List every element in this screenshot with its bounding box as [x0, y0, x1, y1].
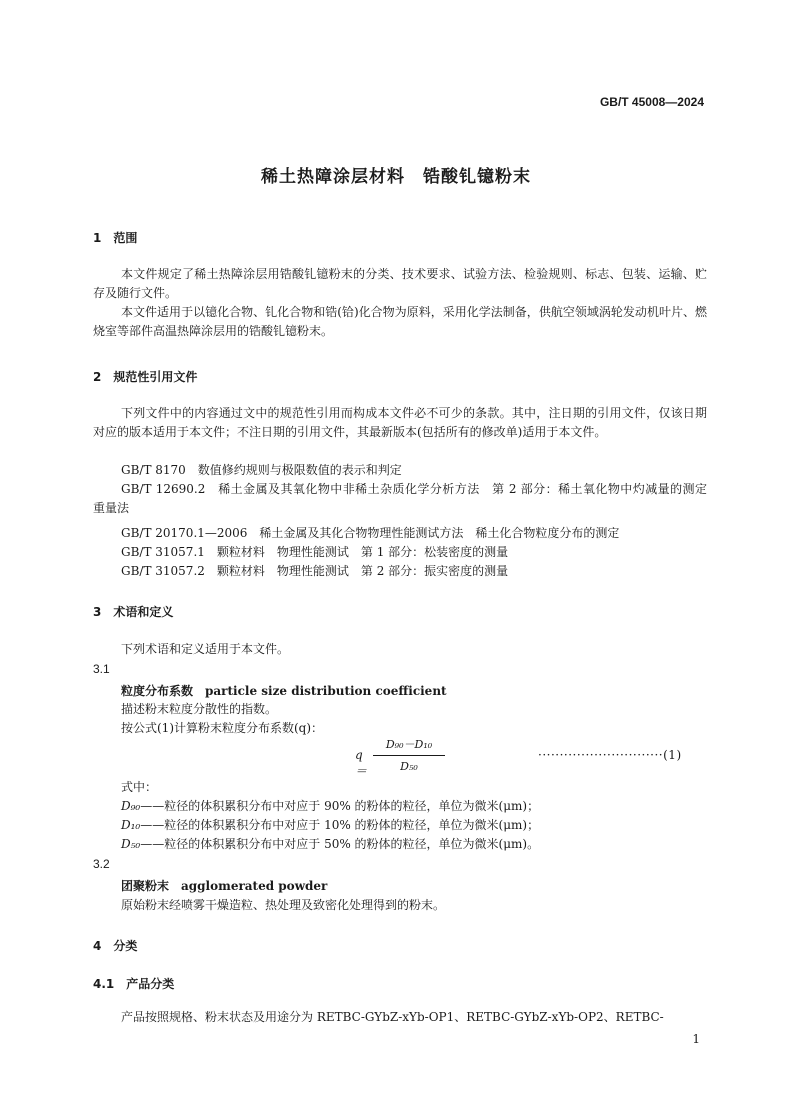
term-number: 3.1 [93, 662, 110, 676]
term-number: 3.2 [93, 857, 110, 871]
formula-numerator: D₉₀－D₁₀ [385, 738, 433, 751]
equation-number: (1) [663, 748, 682, 762]
variable-definition [121, 835, 539, 852]
variable-definition [121, 797, 539, 814]
section-2-heading: 2 规范性引用文件 [93, 370, 198, 384]
formula-lhs: q＝ [355, 748, 368, 778]
section-1-heading: 1 范围 [93, 231, 138, 245]
formula-intro: 按公式(1)计算粉末粒度分布系数(q)： [121, 721, 324, 735]
where-label: 式中： [121, 780, 158, 794]
norm-ref-item: GB/T 31057.2 颗粒材料 物理性能测试 第 2 部分：振实密度的测量 [121, 564, 509, 578]
variable-definition [121, 816, 539, 833]
norm-refs-intro: 下列文件中的内容通过文中的规范性引用而构成本文件必不可少的条款。其中，注日期的引用文件，仅该日期对应的版本适用于本文件；不注日期的引用文件，其最新版本(包括所有的修改单)适用于本文件。 [93, 406, 707, 439]
subsection-4-1-heading: 4.1 产品分类 [93, 977, 175, 991]
norm-ref-item: GB/T 12690.2 稀土金属及其氧化物中非稀土杂质化学分析方法 第 2 部分：稀土氧化物中灼减量的测定 重量法 [93, 482, 720, 515]
standard-number: GB/T 45008—2024 [599, 95, 704, 109]
page-number: 1 [692, 1032, 700, 1046]
term-description: 原始粉末经喷雾干燥造粒、热处理及致密化处理得到的粉末。 [121, 898, 446, 912]
scope-paragraph-1: 本文件规定了稀土热障涂层用锆酸钆镱粉末的分类、技术要求、试验方法、检验规则、标志、包装、运输、贮存及随行文件。 [93, 267, 707, 300]
variable-symbol: D₁₀ [121, 818, 141, 832]
leader-dots: ····························· [538, 748, 664, 762]
classification-paragraph: 产品按照规格、粉末状态及用途分为 RETBC-GYbZ-xYb-OP1、RETBC-GYbZ-xYb-OP2、RETBC- [121, 1010, 664, 1024]
formula-denominator: D₅₀ [400, 760, 418, 773]
term-description: 描述粉末粒度分散性的指数。 [121, 702, 278, 716]
variable-symbol: D₉₀ [121, 799, 141, 813]
norm-ref-item: GB/T 20170.1—2006 稀土金属及其化合物物理性能测试方法 稀土化合物粒度分布的测定 [121, 526, 620, 540]
fraction-bar [373, 755, 445, 756]
term-name: 粒度分布系数 particle size distribution coefficient [121, 684, 447, 698]
document-title: 稀土热障涂层材料 锆酸钆镱粉末 [261, 167, 531, 187]
formula-number [538, 748, 682, 762]
section-4-heading: 4 分类 [93, 939, 138, 953]
formula-fraction [373, 736, 445, 773]
section-3-heading: 3 术语和定义 [93, 605, 174, 619]
norm-ref-item: GB/T 8170 数值修约规则与极限数值的表示和判定 [121, 463, 402, 477]
variable-symbol: D₅₀ [121, 837, 141, 851]
variable-text: ——粒径的体积累积分布中对应于 90% 的粉体的粒径，单位为微米(μm)； [140, 799, 540, 813]
term-name: 团聚粉末 agglomerated powder [121, 879, 328, 893]
norm-ref-item: GB/T 31057.1 颗粒材料 物理性能测试 第 1 部分：松装密度的测量 [121, 545, 509, 559]
variable-text: ——粒径的体积累积分布中对应于 50% 的粉体的粒径，单位为微米(μm)。 [140, 837, 540, 851]
terms-intro: 下列术语和定义适用于本文件。 [121, 642, 290, 656]
variable-text: ——粒径的体积累积分布中对应于 10% 的粉体的粒径，单位为微米(μm)； [140, 818, 540, 832]
scope-paragraph-2: 本文件适用于以镱化合物、钆化合物和锆(铪)化合物为原料，采用化学法制备，供航空领域涡轮发动机叶片、燃烧室等部件高温热障涂层用的锆酸钆镱粉末。 [93, 305, 707, 338]
